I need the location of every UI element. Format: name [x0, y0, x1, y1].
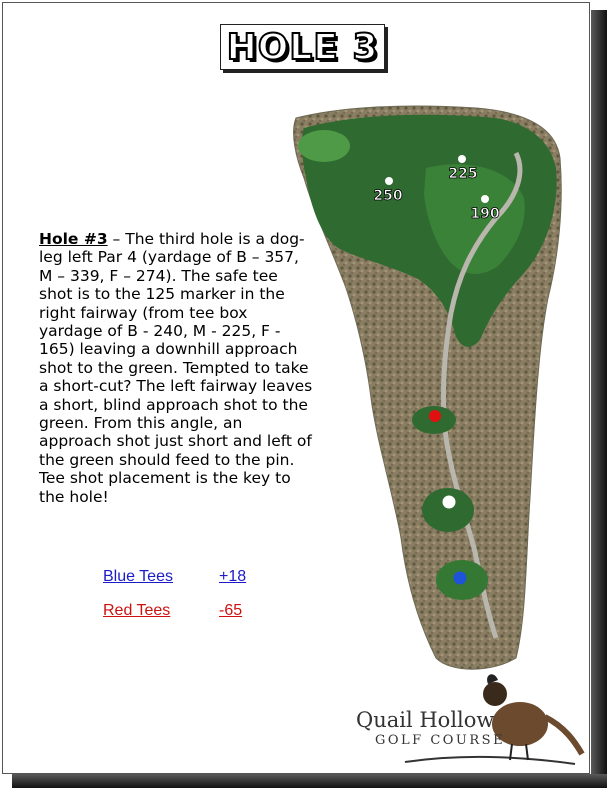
page-shadow-bottom	[12, 774, 607, 788]
page-shadow-right	[591, 10, 607, 782]
blue-tees-score[interactable]	[103, 568, 246, 586]
red-tee-marker	[429, 410, 441, 422]
blue-tees-value: +18	[219, 568, 247, 585]
blue-tee-marker	[454, 572, 467, 585]
red-tees-score[interactable]	[103, 602, 242, 620]
logo-name: Quail Hollow	[356, 708, 495, 732]
red-tees-label: Red Tees	[103, 602, 171, 619]
marker-190: 190	[470, 206, 500, 222]
title-box	[220, 24, 385, 70]
green	[298, 130, 350, 162]
blue-tees-label: Blue Tees	[103, 568, 173, 585]
marker-225: 225	[448, 166, 478, 182]
page-title: HOLE 3	[226, 26, 379, 68]
marker-250: 250	[373, 188, 403, 204]
marker-250-dot	[385, 177, 393, 185]
tee-box-white	[422, 488, 474, 532]
red-tees-value: -65	[219, 602, 243, 619]
hole-label: Hole #3	[39, 230, 108, 248]
hole-aerial-map	[276, 98, 588, 678]
marker-225-dot	[458, 155, 466, 163]
hole-description	[39, 230, 314, 506]
description-text: – The third hole is a dog-leg left Par 4 (yardage of B – 357, M – 339, F – 274). The safe tee shot is to the 125 marker in the right fairway (from tee box yardage of B - 240, M - 225, F - 165) leaving a downhill approach shot to the green. Tempted to take a short-cut? The left fairway leaves a short, blind approach shot to the green. From this angle, an approach shot just short and left of the green should feed to the pin. Tee shot placement is the key to the hole!	[39, 230, 313, 506]
marker-190-dot	[481, 195, 489, 203]
logo-subtitle: GOLF COURSE	[375, 733, 506, 748]
white-tee-marker	[443, 496, 456, 509]
